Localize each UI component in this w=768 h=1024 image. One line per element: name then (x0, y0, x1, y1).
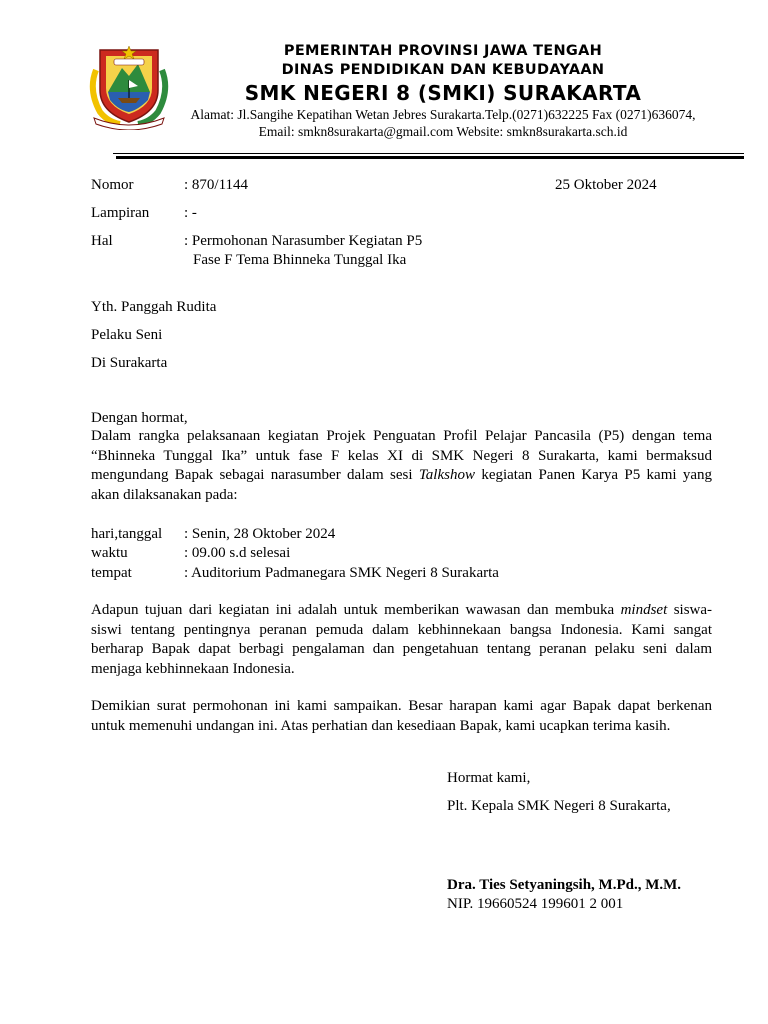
letterhead-government: PEMERINTAH PROVINSI JAWA TENGAH (283, 43, 603, 59)
paragraph-purpose (91, 601, 712, 679)
nomor-label: Nomor (91, 177, 134, 193)
paragraph-closing (91, 697, 712, 736)
paragraph-line (91, 601, 712, 621)
text-segment: siswa- (673, 602, 713, 618)
schedule-label-place: tempat (91, 565, 132, 581)
closing-salutation: Hormat kami, (447, 770, 531, 786)
paragraph-intro (91, 427, 712, 505)
schedule-value-place: : Auditorium Padmanegara SMK Negeri 8 Surakarta (184, 565, 499, 581)
paragraph-line (91, 466, 712, 486)
hal-value-line1: : Permohonan Narasumber Kegiatan P5 (184, 233, 423, 249)
lampiran-value: : - (184, 205, 197, 221)
jawa-tengah-emblem-icon (86, 40, 172, 130)
signatory-name: Dra. Ties Setyaningsih, M.Pd., M.M. (447, 877, 682, 893)
greeting: Dengan hormat, (91, 410, 188, 426)
recipient-name: Yth. Panggah Rudita (91, 299, 217, 315)
italic-term: Talkshow (418, 467, 475, 484)
letterhead-address: Alamat: Jl.Sangihe Kepatihan Wetan Jebres Surakarta.Telp.(0271)632225 Fax (0271)636074, (190, 107, 696, 122)
lampiran-label: Lampiran (91, 205, 150, 221)
recipient-role: Pelaku Seni (91, 327, 163, 343)
paragraph-line: akan dilaksanakan pada: (91, 486, 238, 503)
schedule-value-time: : 09.00 s.d selesai (184, 545, 291, 561)
letterhead-rule-thin (113, 153, 744, 154)
text-segment: kegiatan Panen Karya P5 kami yang (481, 467, 713, 484)
letterhead (176, 42, 710, 140)
hal-label: Hal (91, 233, 113, 249)
hal-value-line2: Fase F Tema Bhinneka Tunggal Ika (193, 252, 407, 268)
recipient-place: Di Surakarta (91, 355, 168, 371)
paragraph-line: berharap Bapak dapat berbagi pengalaman dan pengetahuan tentang peranan pelaku seni dalam (91, 641, 712, 658)
paragraph-line: siswi tentang pentingnya peranan pemuda dalam kebhinnekaan bangsa Indonesia. Kami sangat (91, 621, 712, 638)
schedule-label-time: waktu (91, 545, 128, 561)
italic-term: mindset (620, 602, 668, 618)
schedule-value-date: : Senin, 28 Oktober 2024 (184, 526, 336, 542)
letterhead-school-name: SMK NEGERI 8 (SMKI) SURAKARTA (244, 81, 642, 105)
schedule-label-date: hari,tanggal (91, 526, 163, 542)
paragraph-line: Demikian surat permohonan ini kami sampaikan. Besar harapan kami agar Bapak dapat berkenan (91, 698, 712, 714)
letterhead-contact: Email: smkn8surakarta@gmail.com Website: smkn8surakarta.sch.id (258, 124, 628, 139)
text-segment: mengundang Bapak sebagai narasumber dalam sesi (91, 467, 413, 484)
text-segment: Adapun tujuan dari kegiatan ini adalah untuk memberikan wawasan dan membuka (91, 602, 615, 618)
letter-date: 25 Oktober 2024 (555, 177, 657, 193)
signatory-nip: NIP. 19660524 199601 2 001 (447, 896, 624, 912)
paragraph-line: “Bhinneka Tunggal Ika” untuk fase F kelas XI di SMK Negeri 8 Surakarta, kami bermaksud (91, 447, 712, 464)
letterhead-department: DINAS PENDIDIKAN DAN KEBUDAYAAN (281, 62, 605, 78)
paragraph-line: menjaga kebhinnekaan Indonesia. (91, 660, 295, 677)
signatory-position: Plt. Kepala SMK Negeri 8 Surakarta, (447, 798, 671, 814)
letterhead-rule-thick (116, 156, 744, 159)
nomor-value: : 870/1144 (184, 177, 249, 193)
paragraph-line: untuk memenuhi undangan ini. Atas perhatian dan kesediaan Bapak, kami ucapkan terima kasih. (91, 717, 671, 734)
paragraph-line: Dalam rangka pelaksanaan kegiatan Projek Penguatan Profil Pelajar Pancasila (P5) dengan tema (91, 428, 712, 444)
